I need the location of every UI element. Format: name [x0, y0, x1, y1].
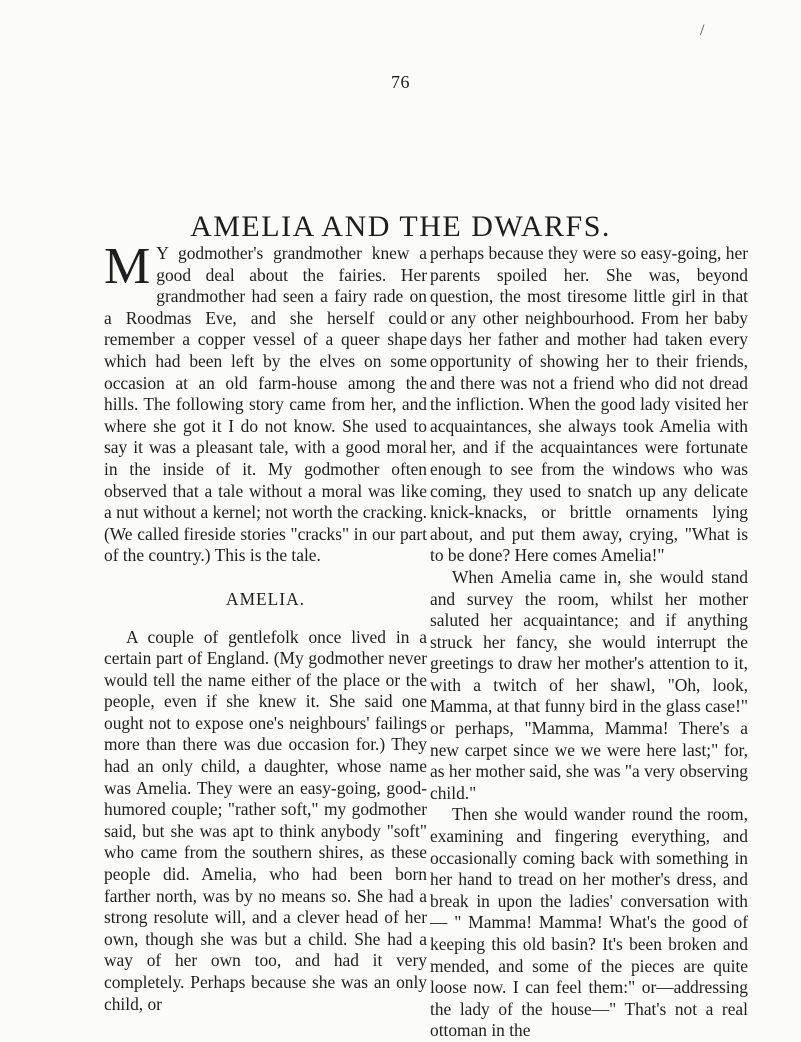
- left-column: [104, 238, 427, 1015]
- section-heading: AMELIA.: [226, 588, 305, 609]
- drop-cap: M: [104, 238, 151, 295]
- intro-text: Y godmother's grandmother knew a good deal about the fairies. Her grandmother had seen a fairy rade on a Roodmas Eve, and she herself could remember a copper vessel of a queer shape which had been left by the elves on some occasion at an old farm-house among the hills. The following story came from her, and where she got it I do not know. She used to say it was a pleasant tale, with a good moral in the inside of it. My godmother often observed that a tale without a moral was like a nut without a kernel; not worth the cracking. (We called fireside stories "cracks" in our part of the country.) This is the tale.: [104, 243, 427, 566]
- stray-pen-mark: /: [700, 22, 705, 39]
- right-column: [430, 243, 748, 1042]
- body-paragraph-continued: perhaps because they were so easy-going, her parents spoiled her. She was, beyond question, the most tiresome little girl in that or any other neighbourhood. From her baby days her father and mother had taken every opportunity of showing her to their friends, and there was not a friend who did not dread the infliction. When the good lady visited her acquaintances, she always took Amelia with her, and if the acquaintances were fortunate enough to see from the windows who was coming, they used to snatch up any delicate knick-knacks, or brittle ornaments lying about, and put them away, crying, "What is to be done? Here comes Amelia!": [430, 243, 748, 566]
- intro-paragraph: [104, 238, 427, 567]
- body-paragraph: A couple of gentlefolk once lived in a certain part of England. (My godmother never would tell the name either of the place or the people, even if she knew it. She said one ought not to expose one's neighbours' failings more than there was due occasion for.) They had an only child, a daughter, whose name was Amelia. They were an easy-going, good-humored couple; "rather soft," my godmother said, but she was apt to think anybody "soft" who came from the southern shires, as these people did. Amelia, who had been born farther north, was by no means so. She had a strong resolute will, and a clever head of her own, though she was but a child. She had a way of her own too, and had it very completely. Perhaps because she was an only child, or: [104, 626, 427, 1014]
- body-paragraph: Then she would wander round the room, examining and fingering everything, and occasionally coming back with something in her hand to tread on her mother's dress, and break in upon the ladies' conversation with — " Mamma! Mamma! What's the good of keeping this old basin? It's been broken and mended, and some of the pieces are quite loose now. I can feel them:" or—addressing the lady of the house—" That's not a real ottoman in the: [430, 804, 748, 1041]
- body-paragraph: When Amelia came in, she would stand and survey the room, whilst her mother saluted her acquaintance; and if anything struck her fancy, she would interrupt the greetings to draw her mother's attention to it, with a twitch of her shawl, "Oh, look, Mamma, at that funny bird in the glass case!" or perhaps, "Mamma, Mamma! There's a new carpet since we we were here last;" for, as her mother said, she was "a very observing child.": [430, 566, 748, 803]
- page-number: 76: [391, 72, 410, 92]
- story-title: AMELIA AND THE DWARFS.: [190, 210, 611, 244]
